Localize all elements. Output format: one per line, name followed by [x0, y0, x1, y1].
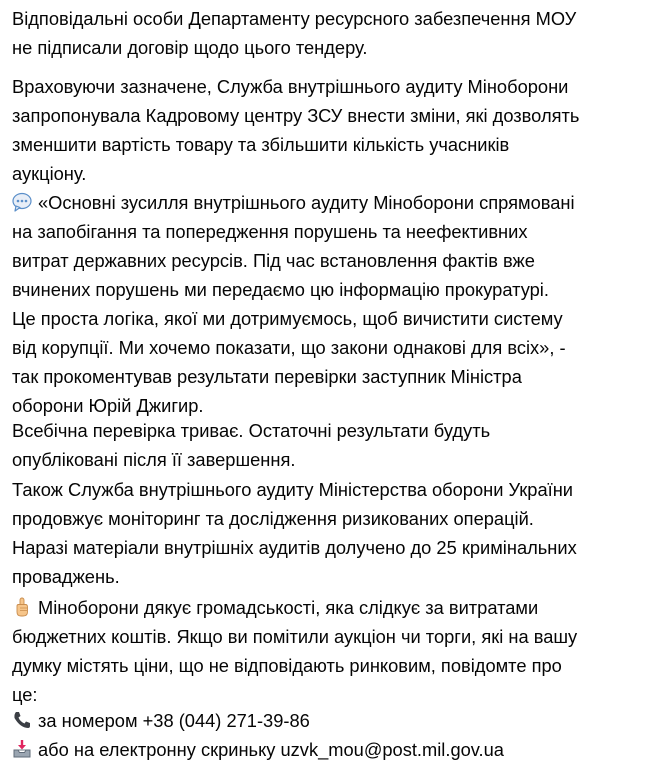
- inbox-tray-icon: [12, 739, 32, 759]
- paragraph-monitoring: [12, 475, 657, 591]
- paragraph-thanks: [12, 593, 657, 709]
- paragraph-line: від корупції. Ми хочемо показати, що закони однакові для всіх», -: [12, 337, 566, 358]
- contact-phone: за номером +38 (044) 271-39-86: [12, 706, 657, 735]
- paragraph-line: Відповідальні особи Департаменту ресурсного забезпечення МОУ: [12, 8, 577, 29]
- contact-email: або на електронну скриньку uzvk_mou@post.mil.gov.ua: [12, 735, 657, 764]
- paragraph-line: витрат державних ресурсів. Під час встановлення фактів вже: [12, 250, 535, 271]
- paragraph-line: на запобігання та попередження порушень та неефективних: [12, 221, 528, 242]
- paragraph-line: Також Служба внутрішнього аудиту Міністерства оборони України: [12, 479, 574, 500]
- paragraph-line: аукціону.: [12, 163, 87, 184]
- paragraph-line: Міноборони дякує громадськості, яка слідкує за витратами: [12, 593, 657, 622]
- paragraph-quote: [12, 188, 657, 420]
- paragraph-ongoing-check: [12, 416, 657, 474]
- pointing-hand-icon: [12, 597, 32, 617]
- paragraph-department: [12, 4, 657, 62]
- contact-list: [12, 706, 657, 764]
- paragraph-line: «Основні зусилля внутрішнього аудиту Міноборони спрямовані: [12, 188, 657, 217]
- paragraph-line: оборони Юрій Джигир.: [12, 395, 204, 416]
- paragraph-line: Це проста логіка, якої ми дотримуємось, щоб вичистити систему: [12, 308, 563, 329]
- paragraph-line: так прокоментував результати перевірки заступник Міністра: [12, 366, 522, 387]
- paragraph-line: Враховуючи зазначене, Служба внутрішнього аудиту Міноборони: [12, 76, 569, 97]
- paragraph-line: Всебічна перевірка триває. Остаточні результати будуть: [12, 420, 491, 441]
- paragraph-audit-proposal: [12, 72, 657, 188]
- paragraph-line: запропонувала Кадровому центру ЗСУ внести зміни, які дозволять: [12, 105, 580, 126]
- paragraph-line: проваджень.: [12, 566, 120, 587]
- paragraph-line: думку містять ціни, що не відповідають ринковим, повідомте про: [12, 655, 562, 676]
- paragraph-line: бюджетних коштів. Якщо ви помітили аукціон чи торги, які на вашу: [12, 626, 578, 647]
- paragraph-line: опубліковані після її завершення.: [12, 449, 296, 470]
- telephone-icon: [12, 710, 32, 730]
- speech-bubble-icon: [12, 192, 32, 212]
- paragraph-line: не підписали договір щодо цього тендеру.: [12, 37, 368, 58]
- paragraph-line: це:: [12, 684, 38, 705]
- paragraph-line: зменшити вартість товару та збільшити кількість учасників: [12, 134, 510, 155]
- paragraph-line: Наразі матеріали внутрішніх аудитів долучено до 25 кримінальних: [12, 537, 577, 558]
- paragraph-line: продовжує моніторинг та дослідження ризикованих операцій.: [12, 508, 534, 529]
- paragraph-line: вчинених порушень ми передаємо цю інформацію прокуратурі.: [12, 279, 549, 300]
